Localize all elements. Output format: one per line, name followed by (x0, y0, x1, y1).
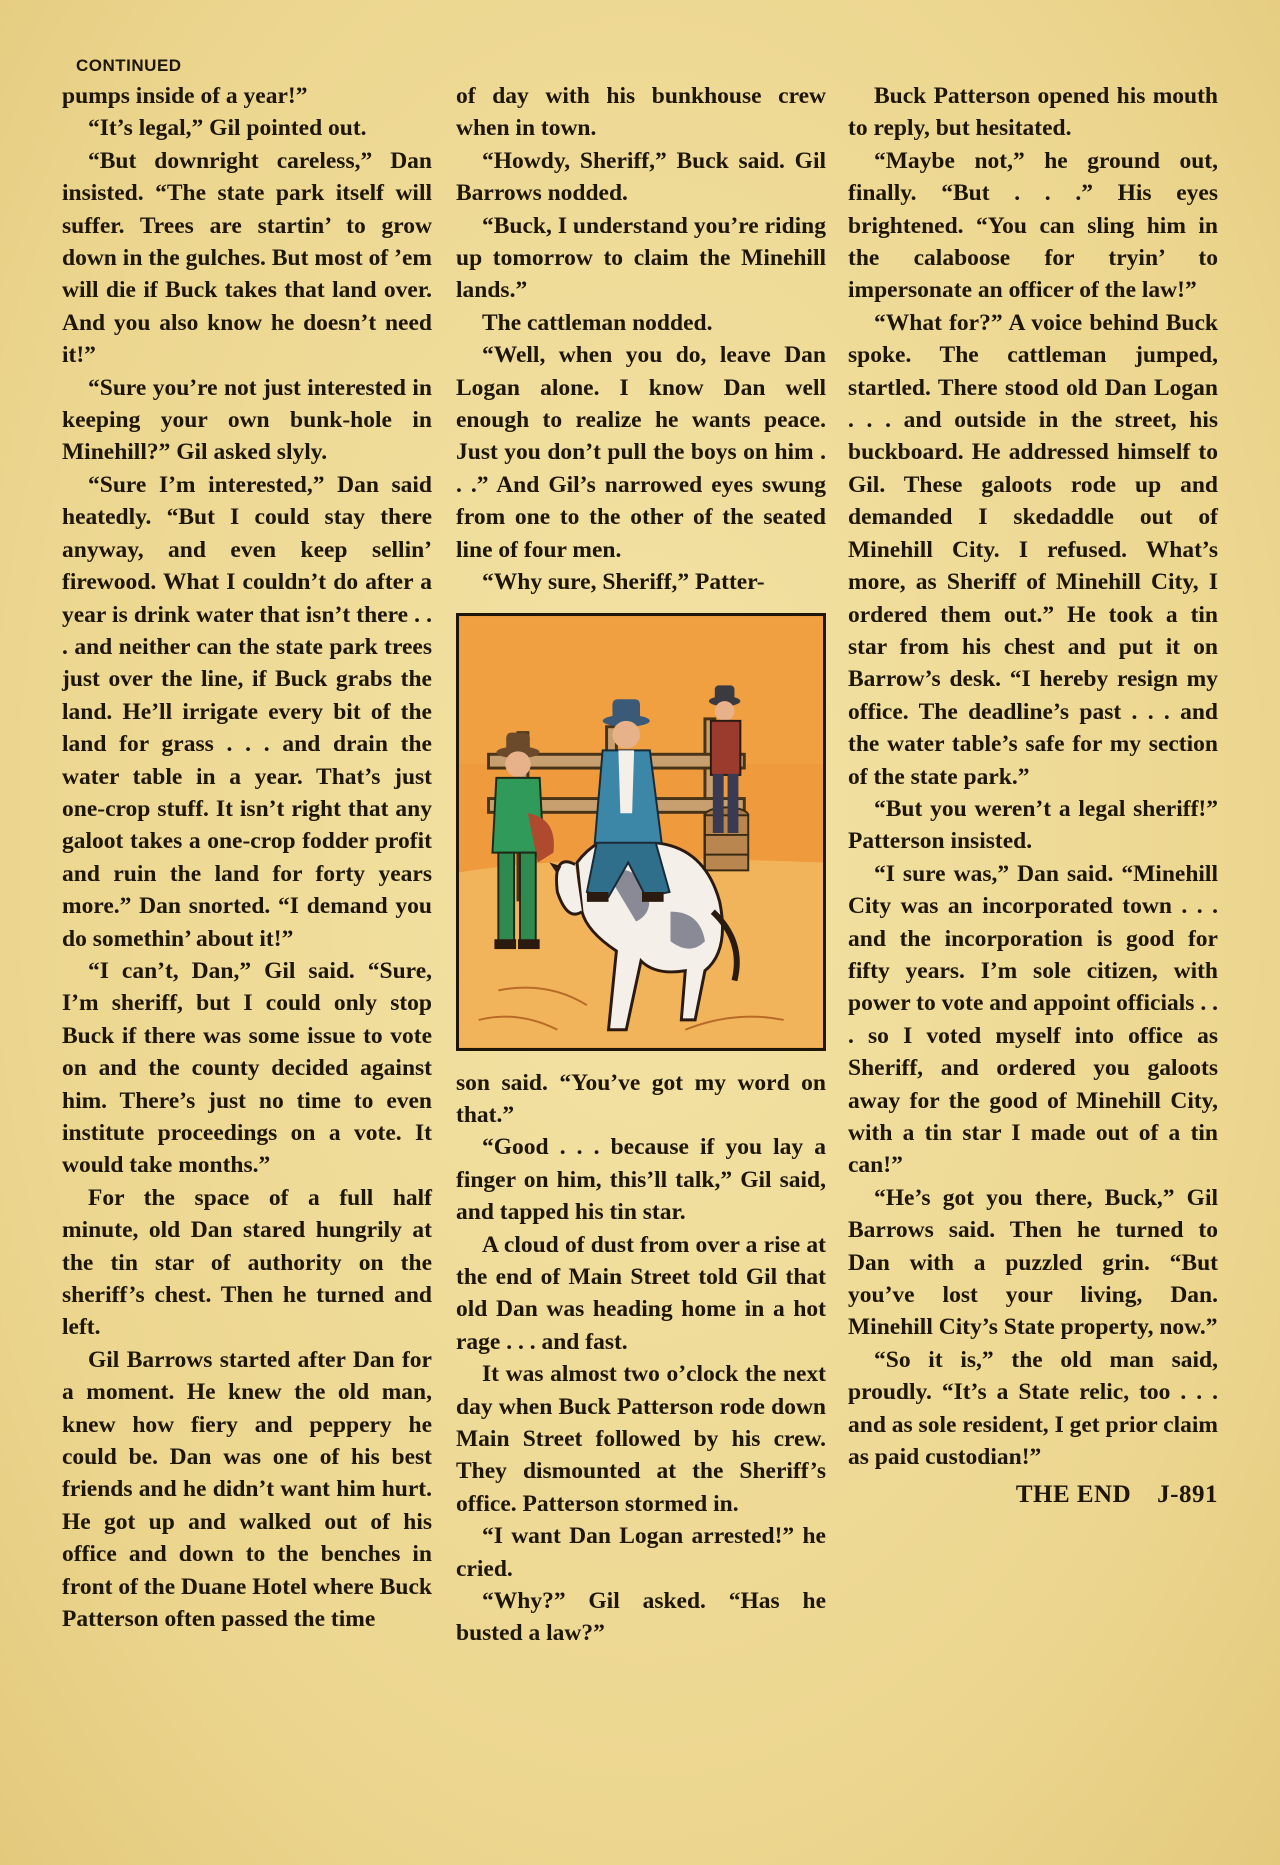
continued-label: CONTINUED (76, 56, 182, 75)
column-2-continued (456, 1067, 826, 1650)
the-end-label: THE END (1015, 1481, 1132, 1509)
text-column-3 (848, 80, 1218, 1513)
paragraph: pumps inside of a year!” (62, 83, 308, 109)
paragraph: of day with his bunkhouse crew when in town. (456, 83, 826, 142)
paragraph: “What for?” A voice behind Buck spoke. The cattleman jumped, startled. There stood old Dan Logan . . . and outside in the street, his buckboard. He addressed himself to Gil. These galoots rode up and demanded I skedaddle out of Minehill City. I refused. What’s more, as Sheriff of Minehill City, I ordered them out.” He took a tin star from his chest and put it on Barrow’s desk. “I hereby resign my office. The deadline’s past . . . and the water table’s safe for my section of the state park.” (848, 309, 1218, 790)
paragraph: “So it is,” the old man said, proudly. “It’s a State relic, too . . . and as sole resident, I get prior claim as paid custodian!” (848, 1346, 1218, 1471)
paragraph: “Maybe not,” he ground out, finally. “But . . .” His eyes brightened. “You can sling him in the calaboose for tryin’ to impersonate an officer of the law!” (848, 147, 1218, 304)
paragraph: “But downright careless,” Dan insisted. “The state park itself will suffer. Trees are startin’ to grow down in the gulches. But most of ’em will die if Buck takes that land over. And you also know he doesn’t need it!” (62, 147, 432, 369)
paragraph: “Why sure, Sheriff,” Patter- (482, 569, 765, 596)
text-column-1 (62, 80, 432, 1636)
paragraph: “It’s legal,” Gil pointed out. (88, 115, 367, 142)
job-code: J-891 (1157, 1481, 1218, 1509)
paragraph: “He’s got you there, Buck,” Gil Barrows said. Then he turned to Dan with a puzzled grin. “But you’ve lost your living, Dan. Minehill City’s State property, now.” (848, 1184, 1218, 1341)
paragraph: “But you weren’t a legal sheriff!” Patterson insisted. (848, 795, 1218, 855)
paragraph: “Why?” Gil asked. “Has he busted a law?” (456, 1588, 826, 1647)
paragraph: son said. “You’ve got my word on that.” (456, 1069, 826, 1128)
paragraph: Buck Patterson opened his mouth to reply, but hesitated. (848, 83, 1218, 142)
story-end-line (848, 1477, 1218, 1513)
paragraph: “Buck, I understand you’re riding up tomorrow to claim the Minehill lands.” (456, 212, 826, 304)
paragraph: Gil Barrows started after Dan for a moment. He knew the old man, knew how fiery and peppery he could be. Dan was one of his best friends and he didn’t want him hurt. He got up and walked out of his office and down to the benches in front of the Duane Hotel where Buck Patterson often passed the time (62, 1346, 432, 1633)
paragraph: “I want Dan Logan arrested!” he cried. (456, 1523, 826, 1582)
paragraph: “Good . . . because if you lay a finger on him, this’ll talk,” Gil said, and tapped his tin star. (456, 1134, 826, 1226)
text-column-2 (456, 80, 826, 1650)
paragraph: “Sure I’m interested,” Dan said heatedly. “But I could stay there anyway, and even keep sellin’ firewood. What I couldn’t do after a year is drink water that isn’t there . . . and neither can the state park trees just over the line, if Buck grabs the land. He’ll irrigate every bit of the land for grass . . . and drain the water table in a year. That’s just one-crop stuff. It isn’t right that any galoot takes a one-crop fodder profit and ruin the land for forty years more.” Dan snorted. “I demand you do somethin’ about it!” (62, 471, 432, 952)
paragraph: “Howdy, Sheriff,” Buck said. Gil Barrows nodded. (456, 147, 826, 207)
paragraph: “Sure you’re not just interested in keeping your own bunk-hole in Minehill?” Gil asked slyly. (62, 374, 432, 466)
illustration-panel (456, 613, 826, 1051)
paragraph: It was almost two o’clock the next day when Buck Patterson rode down Main Street followed by his crew. They dismounted at the Sheriff’s office. Patterson stormed in. (456, 1361, 826, 1517)
paragraph: “I sure was,” Dan said. “Minehill City was an incorporated town . . . and the incorporation is good for fifty years. I’m sole citizen, with power to vote and appoint officials . . . so I voted myself into office as Sheriff, and ordered you galoots away for the good of Minehill City, with a tin star I made out of a tin can!” (848, 860, 1218, 1179)
paragraph: “Well, when you do, leave Dan Logan alone. I know Dan well enough to realize he wants peace. Just you don’t pull the boys on him . . .” And Gil’s narrowed eyes swung from one to the other of the seated line of four men. (456, 342, 826, 563)
barrel-icon (705, 807, 748, 870)
paragraph: For the space of a full half minute, old Dan stared hungrily at the tin star of authority on the sheriff’s chest. Then he turned and left. (62, 1184, 432, 1341)
paragraph: “I can’t, Dan,” Gil said. “Sure, I’m sheriff, but I could only stop Buck if there was some issue to vote on and the county decided against him. There’s just no time to even institute proceedings on a vote. It would take months.” (62, 957, 432, 1179)
paragraph: The cattleman nodded. (482, 309, 713, 336)
cowboys-horse-illustration (459, 616, 823, 1048)
paragraph: A cloud of dust from over a rise at the end of Main Street told Gil that old Dan was heading home in a hot rage . . . and fast. (456, 1231, 826, 1355)
